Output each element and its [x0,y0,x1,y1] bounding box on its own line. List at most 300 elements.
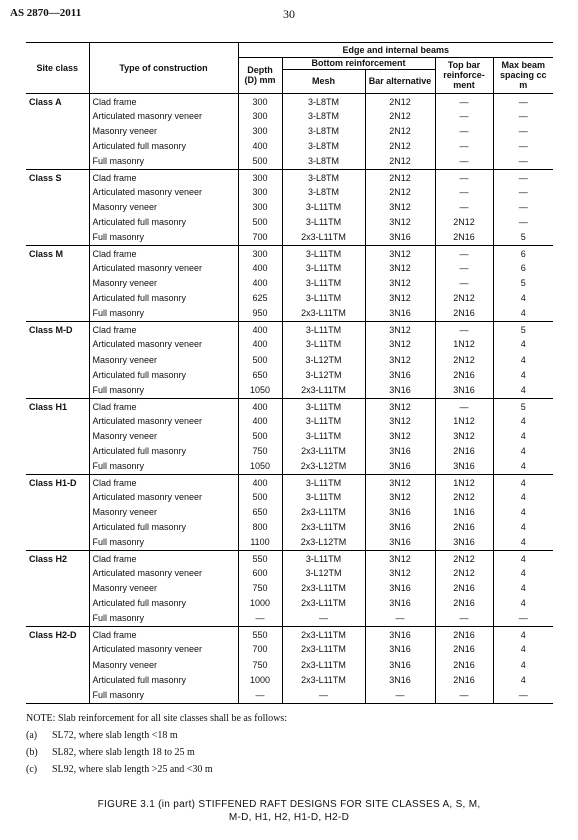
site-class-cell [26,520,89,535]
construction-type-cell: Clad frame [89,627,238,643]
depth-cell: 500 [238,429,282,444]
depth-cell: 750 [238,444,282,459]
top-bar-cell: 1N12 [435,337,493,352]
construction-type-cell: Articulated masonry veneer [89,642,238,657]
mesh-cell: 3-L11TM [282,322,365,338]
construction-type-cell: Clad frame [89,322,238,338]
header-bar-alternative: Bar alternative [365,69,435,93]
depth-cell: 400 [238,414,282,429]
depth-cell: 650 [238,505,282,520]
table-row [26,154,553,169]
max-spacing-cell: 4 [493,673,553,688]
site-class-cell [26,673,89,688]
bar-alternative-cell: 3N12 [365,352,435,367]
site-class-cell [26,657,89,672]
top-bar-cell: 2N16 [435,230,493,245]
max-spacing-cell: 4 [493,551,553,567]
max-spacing-cell: — [493,215,553,230]
top-bar-cell: 2N16 [435,368,493,383]
top-bar-cell: — [435,276,493,291]
table-row [26,261,553,276]
site-class-cell: Class S [29,172,62,183]
note-item-text: SL92, where slab length >25 and <30 m [52,764,213,775]
header-top-bar: Top bar reinforce-ment [435,57,493,93]
max-spacing-cell: 4 [493,627,553,643]
max-spacing-cell: — [493,612,553,627]
site-class-cell [26,154,89,169]
max-spacing-cell: — [493,154,553,169]
top-bar-cell: 2N16 [435,673,493,688]
table-row [26,535,553,550]
mesh-cell: 2x3-L11TM [282,383,365,398]
note-item-label: (a) [26,730,38,741]
mesh-cell: 3-L8TM [282,185,365,200]
site-class-cell [26,352,89,367]
construction-type-cell: Full masonry [89,612,238,627]
max-spacing-cell: — [493,200,553,215]
table-row [26,657,553,672]
mesh-cell: 2x3-L11TM [282,673,365,688]
top-bar-cell: 1N16 [435,505,493,520]
depth-cell: 400 [238,474,282,490]
bar-alternative-cell: 3N12 [365,261,435,276]
top-bar-cell: — [435,322,493,338]
construction-type-cell: Clad frame [89,398,238,414]
top-bar-cell: — [435,612,493,627]
site-class-cell [26,535,89,550]
bar-alternative-cell: 3N12 [365,551,435,567]
slab-reinforcement-note [26,710,287,778]
mesh-cell: 3-L11TM [282,200,365,215]
top-bar-cell: — [435,139,493,154]
depth-cell: 400 [238,276,282,291]
depth-cell: 400 [238,337,282,352]
top-bar-cell: 2N12 [435,352,493,367]
depth-cell: 1000 [238,673,282,688]
depth-cell: 800 [238,520,282,535]
bar-alternative-cell: — [365,688,435,703]
mesh-cell: 3-L11TM [282,474,365,490]
max-spacing-cell: 6 [493,246,553,262]
construction-type-cell: Full masonry [89,459,238,474]
depth-cell: 1050 [238,383,282,398]
construction-type-cell: Masonry veneer [89,429,238,444]
depth-cell: 300 [238,185,282,200]
mesh-cell: 3-L11TM [282,261,365,276]
max-spacing-cell: 4 [493,566,553,581]
note-item-c [26,761,287,778]
bar-alternative-cell: 3N12 [365,429,435,444]
depth-cell: 300 [238,93,282,109]
top-bar-cell: — [435,93,493,109]
construction-type-cell: Clad frame [89,93,238,109]
depth-cell: 625 [238,291,282,306]
top-bar-cell: 3N16 [435,535,493,550]
depth-cell: — [238,612,282,627]
depth-cell: — [238,688,282,703]
top-bar-cell: 2N12 [435,490,493,505]
depth-cell: 1100 [238,535,282,550]
max-spacing-cell: 4 [493,429,553,444]
depth-cell: 1000 [238,596,282,611]
depth-cell: 400 [238,398,282,414]
construction-type-cell: Full masonry [89,154,238,169]
mesh-cell: 3-L12TM [282,566,365,581]
site-class-cell [26,429,89,444]
top-bar-cell: 2N16 [435,444,493,459]
bar-alternative-cell: 3N16 [365,596,435,611]
max-spacing-cell: 5 [493,322,553,338]
top-bar-cell: 2N16 [435,307,493,322]
header-depth: Depth (D) mm [238,57,282,93]
mesh-cell: — [282,612,365,627]
site-class-cell: Class H1 [29,401,68,412]
bar-alternative-cell: 3N16 [365,444,435,459]
table-row [26,337,553,352]
mesh-cell: 2x3-L11TM [282,581,365,596]
max-spacing-cell: — [493,169,553,185]
site-class-cell: Class M-D [29,325,73,336]
max-spacing-cell: 4 [493,368,553,383]
table-row [26,612,553,627]
table-row [26,490,553,505]
bar-alternative-cell: 3N16 [365,535,435,550]
construction-type-cell: Masonry veneer [89,124,238,139]
bar-alternative-cell: 2N12 [365,185,435,200]
depth-cell: 500 [238,490,282,505]
bar-alternative-cell: 3N12 [365,398,435,414]
bar-alternative-cell: 3N16 [365,520,435,535]
note-item-label: (c) [26,764,38,775]
max-spacing-cell: 4 [493,505,553,520]
site-class-cell [26,185,89,200]
table-row [26,169,553,185]
site-class-cell: Class H2-D [29,630,77,641]
mesh-cell: 3-L11TM [282,429,365,444]
bar-alternative-cell: 3N16 [365,627,435,643]
bar-alternative-cell: 3N12 [365,200,435,215]
bar-alternative-cell: 2N12 [365,109,435,124]
construction-type-cell: Full masonry [89,383,238,398]
bar-alternative-cell: 3N16 [365,642,435,657]
depth-cell: 600 [238,566,282,581]
caption-line-1: FIGURE 3.1 (in part) STIFFENED RAFT DESIGNS FOR SITE CLASSES A, S, M, [97,799,481,810]
depth-cell: 750 [238,657,282,672]
note-item-text: SL82, where slab length 18 to 25 m [52,747,195,758]
mesh-cell: 2x3-L12TM [282,459,365,474]
depth-cell: 500 [238,215,282,230]
max-spacing-cell: 4 [493,642,553,657]
construction-type-cell: Masonry veneer [89,505,238,520]
table-row [26,93,553,109]
bar-alternative-cell: 3N16 [365,581,435,596]
depth-cell: 400 [238,322,282,338]
max-spacing-cell: 4 [493,383,553,398]
top-bar-cell: 1N12 [435,474,493,490]
table-row [26,230,553,245]
max-spacing-cell: 5 [493,398,553,414]
construction-type-cell: Masonry veneer [89,276,238,291]
max-spacing-cell: 4 [493,352,553,367]
top-bar-cell: 2N16 [435,642,493,657]
header-mesh: Mesh [282,69,365,93]
max-spacing-cell: 4 [493,307,553,322]
depth-cell: 700 [238,642,282,657]
depth-cell: 400 [238,261,282,276]
mesh-cell: — [282,688,365,703]
mesh-cell: 3-L8TM [282,124,365,139]
bar-alternative-cell: 2N12 [365,139,435,154]
top-bar-cell: — [435,200,493,215]
max-spacing-cell: 4 [493,490,553,505]
construction-type-cell: Articulated full masonry [89,520,238,535]
site-class-cell [26,642,89,657]
site-class-cell: Class H1-D [29,477,77,488]
max-spacing-cell: — [493,124,553,139]
top-bar-cell: — [435,398,493,414]
caption-line-2: M-D, H1, H2, H1-D, H2-D [228,812,350,823]
top-bar-cell: 2N12 [435,551,493,567]
bar-alternative-cell: 3N12 [365,276,435,291]
depth-cell: 500 [238,352,282,367]
mesh-cell: 2x3-L11TM [282,307,365,322]
mesh-cell: 3-L11TM [282,551,365,567]
bar-alternative-cell: 3N16 [365,673,435,688]
construction-type-cell: Masonry veneer [89,657,238,672]
table-row [26,368,553,383]
header-max-beam-spacing: Max beam spacing cc m [493,57,553,93]
site-class-cell [26,276,89,291]
note-item-b [26,744,287,761]
site-class-cell [26,291,89,306]
table-row [26,551,553,567]
max-spacing-cell: 4 [493,520,553,535]
table-row [26,185,553,200]
max-spacing-cell: 4 [493,474,553,490]
depth-cell: 400 [238,139,282,154]
table-row [26,200,553,215]
depth-cell: 550 [238,627,282,643]
table-row [26,124,553,139]
mesh-cell: 2x3-L11TM [282,444,365,459]
max-spacing-cell: 4 [493,596,553,611]
site-class-cell [26,230,89,245]
construction-type-cell: Clad frame [89,551,238,567]
construction-type-cell: Full masonry [89,688,238,703]
note-intro: NOTE: Slab reinforcement for all site classes shall be as follows: [26,713,288,724]
bar-alternative-cell: 3N12 [365,291,435,306]
table-row [26,474,553,490]
table-row [26,276,553,291]
construction-type-cell: Articulated masonry veneer [89,261,238,276]
bar-alternative-cell: 3N16 [365,383,435,398]
top-bar-cell: 2N16 [435,581,493,596]
top-bar-cell: — [435,688,493,703]
bar-alternative-cell: 2N12 [365,169,435,185]
table-row [26,352,553,367]
top-bar-cell: — [435,185,493,200]
table-row [26,414,553,429]
top-bar-cell: — [435,169,493,185]
bar-alternative-cell: 3N16 [365,307,435,322]
top-bar-cell: 3N16 [435,459,493,474]
site-class-cell [26,261,89,276]
table-row [26,291,553,306]
max-spacing-cell: 6 [493,261,553,276]
table-row [26,627,553,643]
construction-type-cell: Articulated masonry veneer [89,337,238,352]
construction-type-cell: Articulated full masonry [89,673,238,688]
bar-alternative-cell: 3N16 [365,657,435,672]
header-type-of-construction: Type of construction [89,43,238,93]
bar-alternative-cell: 3N12 [365,414,435,429]
mesh-cell: 3-L8TM [282,154,365,169]
site-class-cell [26,337,89,352]
table-row [26,398,553,414]
construction-type-cell: Masonry veneer [89,352,238,367]
table-row [26,581,553,596]
header-bottom-reinforcement: Bottom reinforcement [282,57,435,69]
max-spacing-cell: 4 [493,535,553,550]
max-spacing-cell: — [493,93,553,109]
bar-alternative-cell: 3N12 [365,246,435,262]
table-row [26,429,553,444]
mesh-cell: 2x3-L11TM [282,520,365,535]
site-class-cell [26,109,89,124]
mesh-cell: 2x3-L12TM [282,535,365,550]
max-spacing-cell: 5 [493,230,553,245]
site-class-cell [26,307,89,322]
bar-alternative-cell: 3N16 [365,230,435,245]
max-spacing-cell: — [493,109,553,124]
figure-caption [0,798,578,824]
construction-type-cell: Clad frame [89,246,238,262]
site-class-cell [26,505,89,520]
site-class-cell [26,566,89,581]
mesh-cell: 3-L11TM [282,414,365,429]
note-item-text: SL72, where slab length <18 m [52,730,178,741]
depth-cell: 550 [238,551,282,567]
mesh-cell: 3-L8TM [282,109,365,124]
construction-type-cell: Articulated masonry veneer [89,185,238,200]
top-bar-cell: — [435,261,493,276]
mesh-cell: 3-L8TM [282,139,365,154]
table-row [26,520,553,535]
construction-type-cell: Articulated full masonry [89,444,238,459]
top-bar-cell: 2N16 [435,657,493,672]
top-bar-cell: 3N16 [435,383,493,398]
max-spacing-cell: 5 [493,276,553,291]
bar-alternative-cell: 2N12 [365,93,435,109]
site-class-cell [26,459,89,474]
table-row [26,688,553,703]
site-class-cell [26,688,89,703]
mesh-cell: 3-L11TM [282,490,365,505]
mesh-cell: 3-L12TM [282,368,365,383]
stiffened-raft-design-table [26,43,553,704]
table-row [26,596,553,611]
site-class-cell [26,444,89,459]
construction-type-cell: Articulated masonry veneer [89,109,238,124]
top-bar-cell: — [435,109,493,124]
bar-alternative-cell: 3N16 [365,368,435,383]
standard-code: AS 2870—2011 [10,7,82,19]
site-class-cell [26,200,89,215]
construction-type-cell: Masonry veneer [89,200,238,215]
construction-type-cell: Articulated full masonry [89,139,238,154]
site-class-cell [26,612,89,627]
top-bar-cell: 2N12 [435,566,493,581]
construction-type-cell: Full masonry [89,230,238,245]
mesh-cell: 3-L8TM [282,93,365,109]
depth-cell: 300 [238,124,282,139]
table-row [26,139,553,154]
max-spacing-cell: 4 [493,459,553,474]
bar-alternative-cell: 2N12 [365,154,435,169]
page-number: 30 [283,7,295,21]
max-spacing-cell: — [493,688,553,703]
top-bar-cell: 2N16 [435,627,493,643]
depth-cell: 950 [238,307,282,322]
max-spacing-cell: 4 [493,581,553,596]
construction-type-cell: Full masonry [89,535,238,550]
bar-alternative-cell: 3N12 [365,474,435,490]
site-class-cell [26,490,89,505]
site-class-cell [26,581,89,596]
table-row [26,246,553,262]
depth-cell: 700 [238,230,282,245]
table-row [26,444,553,459]
max-spacing-cell: — [493,185,553,200]
construction-type-cell: Full masonry [89,307,238,322]
bar-alternative-cell: 3N12 [365,322,435,338]
mesh-cell: 3-L11TM [282,291,365,306]
top-bar-cell: 3N12 [435,429,493,444]
max-spacing-cell: — [493,139,553,154]
table-row [26,383,553,398]
construction-type-cell: Clad frame [89,474,238,490]
bar-alternative-cell: 2N12 [365,124,435,139]
construction-type-cell: Articulated full masonry [89,215,238,230]
site-class-cell [26,368,89,383]
mesh-cell: 3-L8TM [282,169,365,185]
max-spacing-cell: 4 [493,657,553,672]
mesh-cell: 2x3-L11TM [282,505,365,520]
header-site-class: Site class [26,43,89,93]
table-row [26,642,553,657]
mesh-cell: 3-L11TM [282,246,365,262]
max-spacing-cell: 4 [493,337,553,352]
depth-cell: 750 [238,581,282,596]
top-bar-cell: — [435,124,493,139]
mesh-cell: 3-L11TM [282,337,365,352]
bar-alternative-cell: 3N16 [365,505,435,520]
site-class-cell: Class H2 [29,554,68,564]
depth-cell: 300 [238,246,282,262]
table-row [26,215,553,230]
depth-cell: 1050 [238,459,282,474]
top-bar-cell: — [435,246,493,262]
mesh-cell: 2x3-L11TM [282,657,365,672]
construction-type-cell: Articulated full masonry [89,368,238,383]
depth-cell: 300 [238,109,282,124]
top-bar-cell: 2N12 [435,215,493,230]
site-class-cell [26,215,89,230]
mesh-cell: 3-L11TM [282,398,365,414]
bar-alternative-cell: 3N16 [365,459,435,474]
construction-type-cell: Articulated masonry veneer [89,490,238,505]
site-class-cell: Class M [29,249,64,259]
